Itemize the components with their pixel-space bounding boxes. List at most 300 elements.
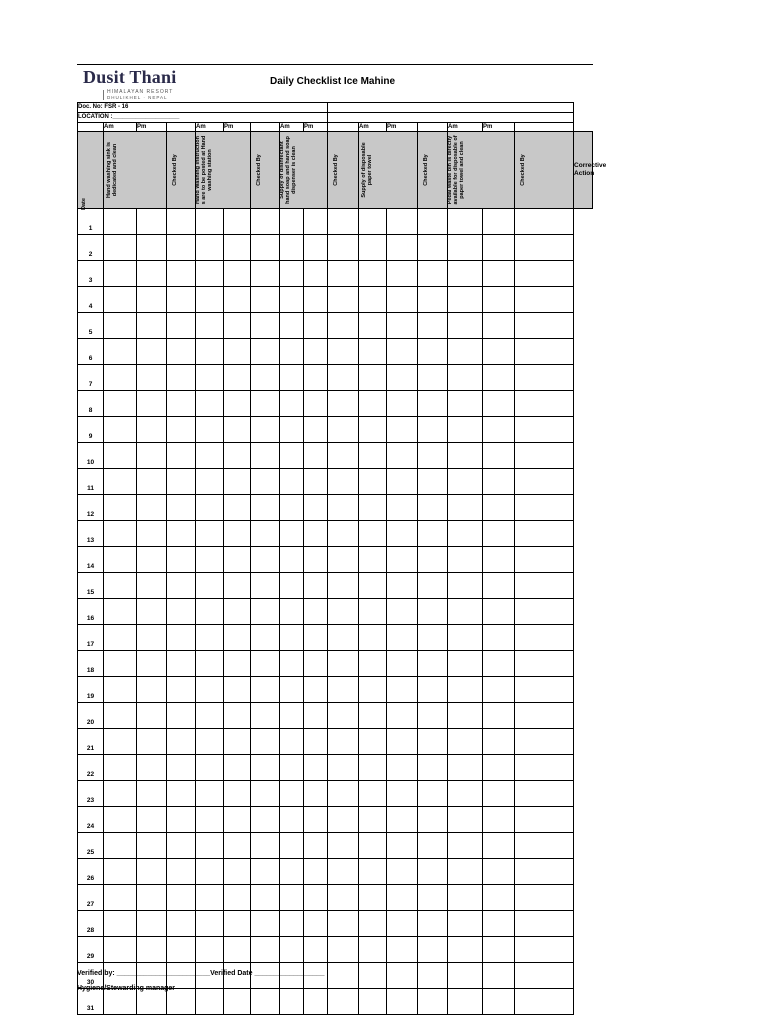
check-cell[interactable]: [280, 495, 304, 521]
check-cell[interactable]: [448, 703, 483, 729]
check-cell[interactable]: [359, 859, 387, 885]
check-cell[interactable]: [167, 937, 196, 963]
check-cell[interactable]: [418, 729, 448, 755]
check-cell[interactable]: [167, 261, 196, 287]
check-cell[interactable]: [515, 937, 574, 963]
check-cell[interactable]: [251, 833, 280, 859]
check-cell[interactable]: [304, 495, 328, 521]
check-cell[interactable]: [137, 209, 167, 235]
check-cell[interactable]: [224, 885, 251, 911]
check-cell[interactable]: [515, 391, 574, 417]
check-cell[interactable]: [137, 911, 167, 937]
check-cell[interactable]: [137, 573, 167, 599]
check-cell[interactable]: [328, 807, 359, 833]
check-cell[interactable]: [328, 937, 359, 963]
check-cell[interactable]: [167, 625, 196, 651]
check-cell[interactable]: [304, 755, 328, 781]
check-cell[interactable]: [167, 365, 196, 391]
check-cell[interactable]: [328, 625, 359, 651]
check-cell[interactable]: [104, 677, 137, 703]
check-cell[interactable]: [137, 339, 167, 365]
check-cell[interactable]: [304, 391, 328, 417]
check-cell[interactable]: [483, 677, 515, 703]
check-cell[interactable]: [137, 547, 167, 573]
check-cell[interactable]: [418, 651, 448, 677]
check-cell[interactable]: [328, 885, 359, 911]
check-cell[interactable]: [359, 625, 387, 651]
check-cell[interactable]: [104, 859, 137, 885]
check-cell[interactable]: [387, 729, 418, 755]
check-cell[interactable]: [104, 521, 137, 547]
check-cell[interactable]: [196, 833, 224, 859]
check-cell[interactable]: [280, 859, 304, 885]
check-cell[interactable]: [280, 807, 304, 833]
check-cell[interactable]: [137, 261, 167, 287]
check-cell[interactable]: [251, 885, 280, 911]
check-cell[interactable]: [196, 937, 224, 963]
check-cell[interactable]: [224, 365, 251, 391]
check-cell[interactable]: [224, 911, 251, 937]
check-cell[interactable]: [167, 547, 196, 573]
check-cell[interactable]: [418, 599, 448, 625]
check-cell[interactable]: [304, 937, 328, 963]
check-cell[interactable]: [251, 989, 280, 1015]
check-cell[interactable]: [280, 547, 304, 573]
check-cell[interactable]: [418, 469, 448, 495]
check-cell[interactable]: [387, 365, 418, 391]
check-cell[interactable]: [359, 547, 387, 573]
check-cell[interactable]: [137, 703, 167, 729]
check-cell[interactable]: [359, 365, 387, 391]
check-cell[interactable]: [280, 209, 304, 235]
check-cell[interactable]: [167, 911, 196, 937]
check-cell[interactable]: [328, 599, 359, 625]
check-cell[interactable]: [224, 573, 251, 599]
check-cell[interactable]: [448, 287, 483, 313]
check-cell[interactable]: [137, 989, 167, 1015]
check-cell[interactable]: [418, 781, 448, 807]
check-cell[interactable]: [515, 573, 574, 599]
check-cell[interactable]: [196, 651, 224, 677]
check-cell[interactable]: [304, 989, 328, 1015]
check-cell[interactable]: [483, 339, 515, 365]
check-cell[interactable]: [251, 911, 280, 937]
check-cell[interactable]: [251, 261, 280, 287]
check-cell[interactable]: [280, 235, 304, 261]
check-cell[interactable]: [251, 859, 280, 885]
check-cell[interactable]: [196, 339, 224, 365]
check-cell[interactable]: [224, 989, 251, 1015]
check-cell[interactable]: [304, 911, 328, 937]
check-cell[interactable]: [483, 495, 515, 521]
check-cell[interactable]: [328, 521, 359, 547]
check-cell[interactable]: [251, 755, 280, 781]
check-cell[interactable]: [359, 235, 387, 261]
check-cell[interactable]: [418, 443, 448, 469]
check-cell[interactable]: [251, 391, 280, 417]
check-cell[interactable]: [167, 469, 196, 495]
check-cell[interactable]: [418, 755, 448, 781]
check-cell[interactable]: [224, 599, 251, 625]
check-cell[interactable]: [448, 885, 483, 911]
check-cell[interactable]: [515, 313, 574, 339]
check-cell[interactable]: [251, 703, 280, 729]
check-cell[interactable]: [515, 521, 574, 547]
check-cell[interactable]: [280, 391, 304, 417]
check-cell[interactable]: [104, 807, 137, 833]
check-cell[interactable]: [251, 807, 280, 833]
check-cell[interactable]: [224, 417, 251, 443]
check-cell[interactable]: [483, 313, 515, 339]
check-cell[interactable]: [328, 677, 359, 703]
check-cell[interactable]: [137, 313, 167, 339]
check-cell[interactable]: [418, 521, 448, 547]
check-cell[interactable]: [515, 339, 574, 365]
check-cell[interactable]: [167, 755, 196, 781]
check-cell[interactable]: [196, 859, 224, 885]
check-cell[interactable]: [328, 573, 359, 599]
check-cell[interactable]: [196, 209, 224, 235]
check-cell[interactable]: [304, 339, 328, 365]
check-cell[interactable]: [104, 573, 137, 599]
check-cell[interactable]: [418, 885, 448, 911]
check-cell[interactable]: [448, 469, 483, 495]
check-cell[interactable]: [515, 469, 574, 495]
check-cell[interactable]: [304, 235, 328, 261]
check-cell[interactable]: [251, 443, 280, 469]
check-cell[interactable]: [387, 547, 418, 573]
check-cell[interactable]: [167, 521, 196, 547]
check-cell[interactable]: [483, 729, 515, 755]
check-cell[interactable]: [167, 703, 196, 729]
check-cell[interactable]: [137, 365, 167, 391]
check-cell[interactable]: [387, 859, 418, 885]
check-cell[interactable]: [280, 261, 304, 287]
check-cell[interactable]: [137, 443, 167, 469]
check-cell[interactable]: [448, 573, 483, 599]
check-cell[interactable]: [224, 625, 251, 651]
check-cell[interactable]: [280, 573, 304, 599]
check-cell[interactable]: [224, 391, 251, 417]
check-cell[interactable]: [304, 521, 328, 547]
check-cell[interactable]: [483, 521, 515, 547]
check-cell[interactable]: [448, 521, 483, 547]
check-cell[interactable]: [224, 677, 251, 703]
check-cell[interactable]: [418, 963, 448, 989]
check-cell[interactable]: [483, 703, 515, 729]
check-cell[interactable]: [359, 417, 387, 443]
check-cell[interactable]: [304, 365, 328, 391]
check-cell[interactable]: [167, 729, 196, 755]
check-cell[interactable]: [483, 417, 515, 443]
check-cell[interactable]: [104, 417, 137, 443]
check-cell[interactable]: [167, 391, 196, 417]
check-cell[interactable]: [387, 261, 418, 287]
check-cell[interactable]: [387, 963, 418, 989]
check-cell[interactable]: [251, 547, 280, 573]
check-cell[interactable]: [418, 703, 448, 729]
check-cell[interactable]: [167, 807, 196, 833]
check-cell[interactable]: [104, 755, 137, 781]
check-cell[interactable]: [448, 495, 483, 521]
check-cell[interactable]: [196, 443, 224, 469]
check-cell[interactable]: [104, 937, 137, 963]
check-cell[interactable]: [483, 599, 515, 625]
check-cell[interactable]: [328, 547, 359, 573]
check-cell[interactable]: [387, 651, 418, 677]
check-cell[interactable]: [224, 547, 251, 573]
check-cell[interactable]: [328, 911, 359, 937]
check-cell[interactable]: [280, 833, 304, 859]
check-cell[interactable]: [515, 677, 574, 703]
check-cell[interactable]: [196, 417, 224, 443]
check-cell[interactable]: [359, 599, 387, 625]
check-cell[interactable]: [251, 339, 280, 365]
check-cell[interactable]: [387, 807, 418, 833]
check-cell[interactable]: [104, 391, 137, 417]
check-cell[interactable]: [387, 417, 418, 443]
check-cell[interactable]: [304, 703, 328, 729]
check-cell[interactable]: [196, 235, 224, 261]
check-cell[interactable]: [515, 287, 574, 313]
check-cell[interactable]: [483, 209, 515, 235]
check-cell[interactable]: [304, 625, 328, 651]
check-cell[interactable]: [483, 365, 515, 391]
check-cell[interactable]: [137, 599, 167, 625]
check-cell[interactable]: [104, 547, 137, 573]
check-cell[interactable]: [387, 599, 418, 625]
check-cell[interactable]: [196, 885, 224, 911]
check-cell[interactable]: [483, 859, 515, 885]
check-cell[interactable]: [387, 677, 418, 703]
check-cell[interactable]: [328, 417, 359, 443]
check-cell[interactable]: [483, 287, 515, 313]
check-cell[interactable]: [515, 833, 574, 859]
check-cell[interactable]: [418, 807, 448, 833]
check-cell[interactable]: [167, 339, 196, 365]
check-cell[interactable]: [515, 417, 574, 443]
check-cell[interactable]: [167, 781, 196, 807]
check-cell[interactable]: [448, 599, 483, 625]
check-cell[interactable]: [448, 547, 483, 573]
check-cell[interactable]: [359, 833, 387, 859]
check-cell[interactable]: [387, 521, 418, 547]
check-cell[interactable]: [137, 937, 167, 963]
check-cell[interactable]: [137, 235, 167, 261]
check-cell[interactable]: [104, 625, 137, 651]
check-cell[interactable]: [137, 833, 167, 859]
check-cell[interactable]: [418, 859, 448, 885]
check-cell[interactable]: [418, 911, 448, 937]
check-cell[interactable]: [224, 469, 251, 495]
check-cell[interactable]: [251, 287, 280, 313]
check-cell[interactable]: [483, 989, 515, 1015]
check-cell[interactable]: [483, 261, 515, 287]
check-cell[interactable]: [515, 703, 574, 729]
check-cell[interactable]: [304, 859, 328, 885]
check-cell[interactable]: [104, 339, 137, 365]
check-cell[interactable]: [359, 963, 387, 989]
check-cell[interactable]: [224, 495, 251, 521]
check-cell[interactable]: [418, 313, 448, 339]
check-cell[interactable]: [167, 313, 196, 339]
check-cell[interactable]: [304, 287, 328, 313]
check-cell[interactable]: [483, 391, 515, 417]
check-cell[interactable]: [251, 417, 280, 443]
check-cell[interactable]: [304, 209, 328, 235]
check-cell[interactable]: [359, 755, 387, 781]
check-cell[interactable]: [104, 651, 137, 677]
check-cell[interactable]: [224, 755, 251, 781]
check-cell[interactable]: [448, 209, 483, 235]
check-cell[interactable]: [515, 495, 574, 521]
check-cell[interactable]: [359, 989, 387, 1015]
check-cell[interactable]: [418, 989, 448, 1015]
check-cell[interactable]: [483, 469, 515, 495]
check-cell[interactable]: [167, 235, 196, 261]
check-cell[interactable]: [328, 287, 359, 313]
check-cell[interactable]: [359, 807, 387, 833]
location-field[interactable]: LOCATION :____________________: [78, 113, 328, 123]
check-cell[interactable]: [448, 937, 483, 963]
check-cell[interactable]: [196, 313, 224, 339]
check-cell[interactable]: [359, 937, 387, 963]
check-cell[interactable]: [483, 547, 515, 573]
check-cell[interactable]: [251, 235, 280, 261]
check-cell[interactable]: [280, 625, 304, 651]
check-cell[interactable]: [104, 885, 137, 911]
check-cell[interactable]: [304, 599, 328, 625]
check-cell[interactable]: [104, 235, 137, 261]
check-cell[interactable]: [137, 677, 167, 703]
check-cell[interactable]: [328, 469, 359, 495]
check-cell[interactable]: [359, 573, 387, 599]
check-cell[interactable]: [251, 781, 280, 807]
check-cell[interactable]: [137, 885, 167, 911]
check-cell[interactable]: [387, 573, 418, 599]
check-cell[interactable]: [224, 521, 251, 547]
check-cell[interactable]: [304, 781, 328, 807]
check-cell[interactable]: [328, 729, 359, 755]
check-cell[interactable]: [515, 651, 574, 677]
check-cell[interactable]: [167, 989, 196, 1015]
check-cell[interactable]: [359, 209, 387, 235]
check-cell[interactable]: [251, 365, 280, 391]
check-cell[interactable]: [515, 989, 574, 1015]
check-cell[interactable]: [448, 261, 483, 287]
check-cell[interactable]: [515, 807, 574, 833]
check-cell[interactable]: [224, 443, 251, 469]
check-cell[interactable]: [251, 651, 280, 677]
check-cell[interactable]: [448, 235, 483, 261]
check-cell[interactable]: [359, 391, 387, 417]
check-cell[interactable]: [104, 781, 137, 807]
check-cell[interactable]: [448, 443, 483, 469]
check-cell[interactable]: [483, 911, 515, 937]
check-cell[interactable]: [483, 963, 515, 989]
check-cell[interactable]: [515, 859, 574, 885]
check-cell[interactable]: [418, 677, 448, 703]
check-cell[interactable]: [359, 261, 387, 287]
check-cell[interactable]: [251, 209, 280, 235]
check-cell[interactable]: [167, 833, 196, 859]
check-cell[interactable]: [515, 365, 574, 391]
check-cell[interactable]: [483, 625, 515, 651]
check-cell[interactable]: [418, 625, 448, 651]
check-cell[interactable]: [418, 573, 448, 599]
check-cell[interactable]: [304, 261, 328, 287]
check-cell[interactable]: [167, 287, 196, 313]
check-cell[interactable]: [196, 755, 224, 781]
check-cell[interactable]: [515, 599, 574, 625]
check-cell[interactable]: [196, 547, 224, 573]
check-cell[interactable]: [448, 781, 483, 807]
check-cell[interactable]: [328, 443, 359, 469]
check-cell[interactable]: [280, 469, 304, 495]
check-cell[interactable]: [483, 885, 515, 911]
check-cell[interactable]: [387, 625, 418, 651]
check-cell[interactable]: [196, 599, 224, 625]
check-cell[interactable]: [418, 417, 448, 443]
check-cell[interactable]: [418, 209, 448, 235]
check-cell[interactable]: [418, 833, 448, 859]
check-cell[interactable]: [448, 339, 483, 365]
check-cell[interactable]: [196, 625, 224, 651]
check-cell[interactable]: [418, 391, 448, 417]
check-cell[interactable]: [196, 287, 224, 313]
check-cell[interactable]: [448, 365, 483, 391]
check-cell[interactable]: [448, 313, 483, 339]
check-cell[interactable]: [483, 573, 515, 599]
check-cell[interactable]: [448, 391, 483, 417]
check-cell[interactable]: [167, 573, 196, 599]
check-cell[interactable]: [304, 807, 328, 833]
check-cell[interactable]: [328, 989, 359, 1015]
check-cell[interactable]: [328, 755, 359, 781]
check-cell[interactable]: [387, 937, 418, 963]
check-cell[interactable]: [104, 469, 137, 495]
check-cell[interactable]: [196, 391, 224, 417]
check-cell[interactable]: [280, 885, 304, 911]
check-cell[interactable]: [448, 833, 483, 859]
check-cell[interactable]: [359, 703, 387, 729]
check-cell[interactable]: [196, 911, 224, 937]
check-cell[interactable]: [483, 651, 515, 677]
check-cell[interactable]: [196, 703, 224, 729]
check-cell[interactable]: [224, 235, 251, 261]
check-cell[interactable]: [359, 911, 387, 937]
check-cell[interactable]: [304, 469, 328, 495]
check-cell[interactable]: [448, 651, 483, 677]
check-cell[interactable]: [359, 677, 387, 703]
check-cell[interactable]: [483, 235, 515, 261]
check-cell[interactable]: [304, 651, 328, 677]
check-cell[interactable]: [280, 729, 304, 755]
check-cell[interactable]: [387, 391, 418, 417]
check-cell[interactable]: [515, 261, 574, 287]
check-cell[interactable]: [515, 885, 574, 911]
check-cell[interactable]: [387, 755, 418, 781]
check-cell[interactable]: [304, 547, 328, 573]
check-cell[interactable]: [359, 521, 387, 547]
check-cell[interactable]: [104, 833, 137, 859]
check-cell[interactable]: [196, 469, 224, 495]
check-cell[interactable]: [418, 339, 448, 365]
check-cell[interactable]: [359, 287, 387, 313]
check-cell[interactable]: [196, 573, 224, 599]
check-cell[interactable]: [359, 339, 387, 365]
check-cell[interactable]: [418, 547, 448, 573]
